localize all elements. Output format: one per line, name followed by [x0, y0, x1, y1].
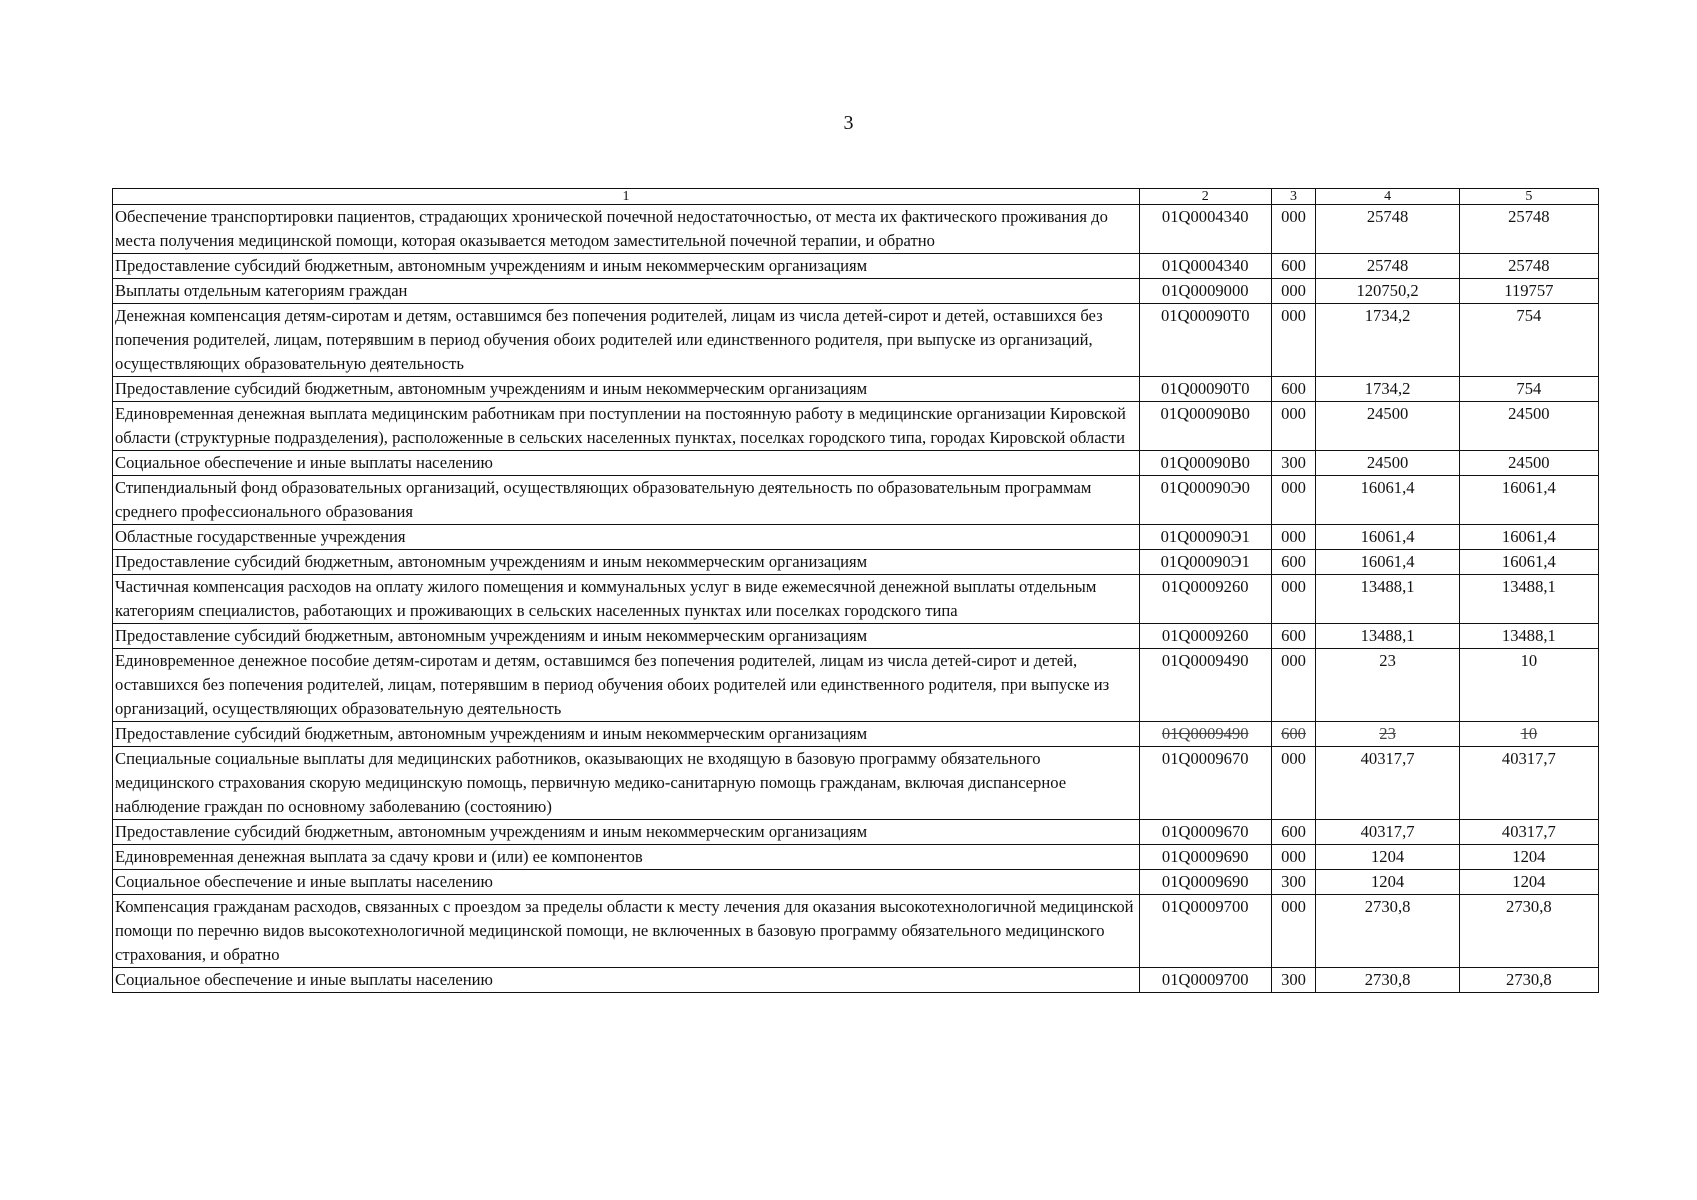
header-col-4: 4	[1316, 189, 1459, 205]
cell-code	[1139, 550, 1271, 575]
cell-name-text: Единовременное денежное пособие детям-сиротам и детям, оставшимся без попечения родителей, лицам из числа детей-сирот и детей, оставшихся без попечения родителей, лицам, потерявшим в период обучения обоих родителей или единственного родителя, при выпуске из организаций, осуществляющих образовательную деятельность	[115, 651, 1110, 718]
cell-type	[1271, 279, 1316, 304]
cell-value-2020	[1316, 304, 1459, 377]
table-row	[113, 304, 1599, 377]
cell-code-text: 01Q0009670	[1161, 822, 1249, 841]
cell-type-text: 600	[1281, 626, 1306, 645]
cell-value-2021	[1459, 845, 1598, 870]
cell-code-text: 01Q00090Э1	[1160, 527, 1250, 546]
table-row	[113, 377, 1599, 402]
cell-value-2020-text: 1734,2	[1364, 379, 1411, 398]
cell-name	[113, 279, 1140, 304]
cell-code-text: 01Q0009490	[1161, 724, 1249, 743]
table-row	[113, 870, 1599, 895]
cell-code	[1139, 525, 1271, 550]
cell-name-text: Единовременная денежная выплата за сдачу крови и (или) ее компонентов	[115, 847, 643, 866]
cell-name	[113, 402, 1140, 451]
cell-code	[1139, 402, 1271, 451]
cell-code	[1139, 845, 1271, 870]
cell-value-2020-text: 2730,8	[1364, 970, 1411, 989]
cell-value-2021-text: 25748	[1508, 207, 1550, 226]
cell-name	[113, 550, 1140, 575]
cell-value-2021-text: 1204	[1512, 847, 1546, 866]
cell-type	[1271, 205, 1316, 254]
cell-code-text: 01Q00090Э0	[1160, 478, 1250, 497]
cell-value-2021	[1459, 451, 1598, 476]
cell-type	[1271, 968, 1316, 993]
table-row	[113, 525, 1599, 550]
cell-value-2021-text: 24500	[1508, 404, 1550, 423]
cell-type-text: 000	[1281, 478, 1306, 497]
cell-code-text: 01Q00090T0	[1161, 306, 1250, 325]
cell-type-text: 000	[1281, 749, 1306, 768]
cell-value-2021	[1459, 968, 1598, 993]
cell-value-2020	[1316, 254, 1459, 279]
cell-name	[113, 870, 1140, 895]
cell-value-2021	[1459, 377, 1598, 402]
cell-name-text: Областные государственные учреждения	[115, 527, 406, 546]
cell-value-2020-text: 25748	[1366, 207, 1409, 226]
table-row	[113, 747, 1599, 820]
cell-value-2021-text: 13488,1	[1501, 626, 1556, 645]
cell-code	[1139, 747, 1271, 820]
cell-type-text: 300	[1281, 970, 1306, 989]
cell-code	[1139, 870, 1271, 895]
cell-type-text: 000	[1281, 207, 1306, 226]
cell-code-text: 01Q0009690	[1161, 847, 1249, 866]
cell-name-text: Социальное обеспечение и иные выплаты населению	[115, 453, 493, 472]
cell-code	[1139, 968, 1271, 993]
table-row	[113, 254, 1599, 279]
page-number: 3	[843, 112, 854, 134]
cell-value-2020-text: 40317,7	[1360, 749, 1415, 768]
cell-code	[1139, 377, 1271, 402]
cell-name	[113, 624, 1140, 649]
cell-value-2021	[1459, 649, 1598, 722]
cell-name-text: Предоставление субсидий бюджетным, автономным учреждениям и иным некоммерческим организациям	[115, 626, 868, 645]
cell-value-2020-text: 23	[1379, 651, 1396, 670]
cell-value-2021-text: 10	[1520, 651, 1538, 670]
table-row	[113, 205, 1599, 254]
cell-value-2021-text: 119757	[1504, 281, 1554, 300]
cell-name	[113, 649, 1140, 722]
cell-name-text: Специальные социальные выплаты для медицинских работников, оказывающих не входящую в базовую программу обязательного медицинского страхования скорую медицинскую помощь, первичную медико-санитарную помощь гражданам, включая диспансерное наблюдение граждан по основному заболеванию (состоянию)	[115, 749, 1067, 816]
cell-name	[113, 525, 1140, 550]
cell-code-text: 01Q0004340	[1161, 207, 1249, 226]
cell-type-text: 600	[1281, 256, 1306, 275]
cell-name-text: Предоставление субсидий бюджетным, автономным учреждениям и иным некоммерческим организациям	[115, 724, 868, 743]
cell-value-2020-text: 40317,7	[1360, 822, 1415, 841]
cell-type-text: 600	[1281, 724, 1306, 743]
cell-name	[113, 476, 1140, 525]
cell-type-text: 000	[1281, 897, 1306, 916]
cell-type	[1271, 820, 1316, 845]
cell-value-2020-text: 1204	[1370, 872, 1405, 891]
cell-value-2021	[1459, 624, 1598, 649]
cell-code-text: 01Q0004340	[1161, 256, 1249, 275]
cell-type-text: 300	[1281, 453, 1306, 472]
cell-value-2021	[1459, 525, 1598, 550]
cell-value-2020	[1316, 279, 1459, 304]
cell-value-2021	[1459, 476, 1598, 525]
cell-type	[1271, 575, 1316, 624]
cell-value-2020	[1316, 205, 1459, 254]
cell-value-2021-text: 2730,8	[1506, 897, 1552, 916]
table-row	[113, 402, 1599, 451]
cell-value-2020	[1316, 649, 1459, 722]
cell-type-text: 600	[1281, 552, 1306, 571]
cell-value-2021-text: 25748	[1508, 256, 1550, 275]
cell-code	[1139, 279, 1271, 304]
cell-value-2020	[1316, 722, 1459, 747]
cell-value-2021	[1459, 254, 1598, 279]
cell-value-2020-text: 2730,8	[1364, 897, 1411, 916]
table-row	[113, 550, 1599, 575]
cell-type-text: 600	[1281, 379, 1306, 398]
cell-type	[1271, 624, 1316, 649]
cell-value-2020-text: 16061,4	[1360, 552, 1415, 571]
cell-code-text: 01Q00090B0	[1160, 404, 1250, 423]
header-col-1: 1	[113, 189, 1140, 205]
cell-type-text: 000	[1281, 306, 1306, 325]
cell-code-text: 01Q0009490	[1161, 651, 1249, 670]
cell-value-2020	[1316, 820, 1459, 845]
cell-value-2021	[1459, 870, 1598, 895]
cell-value-2021	[1459, 722, 1598, 747]
cell-value-2020-text: 13488,1	[1360, 577, 1415, 596]
cell-type	[1271, 254, 1316, 279]
header-col-2: 2	[1139, 189, 1271, 205]
cell-type	[1271, 649, 1316, 722]
cell-value-2021-text: 10	[1520, 724, 1538, 743]
cell-name-text: Предоставление субсидий бюджетным, автономным учреждениям и иным некоммерческим организациям	[115, 256, 868, 275]
cell-value-2021-text: 13488,1	[1501, 577, 1556, 596]
budget-table	[112, 188, 1599, 993]
cell-value-2020	[1316, 451, 1459, 476]
table-row	[113, 451, 1599, 476]
cell-name-text: Предоставление субсидий бюджетным, автономным учреждениям и иным некоммерческим организациям	[115, 822, 868, 841]
cell-value-2020	[1316, 525, 1459, 550]
cell-code-text: 01Q0009690	[1161, 872, 1249, 891]
cell-code-text: 01Q0009260	[1161, 626, 1249, 645]
cell-name-text: Обеспечение транспортировки пациентов, страдающих хронической почечной недостаточностью, от места их фактического проживания до места получения медицинской помощи, которая оказывается методом заместительной почечной терапии, и обратно	[115, 207, 1108, 250]
cell-value-2021	[1459, 205, 1598, 254]
cell-name-text: Социальное обеспечение и иные выплаты населению	[115, 970, 493, 989]
cell-name-text: Выплаты отдельным категориям граждан	[115, 281, 408, 300]
cell-value-2020-text: 24500	[1366, 453, 1409, 472]
cell-value-2021-text: 24500	[1508, 453, 1550, 472]
cell-value-2021-text: 40317,7	[1501, 749, 1556, 768]
cell-type	[1271, 870, 1316, 895]
cell-name-text: Социальное обеспечение и иные выплаты населению	[115, 872, 493, 891]
cell-value-2021	[1459, 895, 1598, 968]
cell-value-2021-text: 16061,4	[1501, 478, 1556, 497]
cell-value-2020	[1316, 870, 1459, 895]
cell-code-text: 01Q00090T0	[1161, 379, 1250, 398]
cell-type	[1271, 377, 1316, 402]
table-row	[113, 968, 1599, 993]
cell-type-text: 300	[1281, 872, 1306, 891]
cell-code-text: 01Q0009700	[1161, 897, 1249, 916]
table-row	[113, 895, 1599, 968]
cell-code	[1139, 254, 1271, 279]
cell-value-2021-text: 16061,4	[1501, 527, 1556, 546]
cell-name-text: Стипендиальный фонд образовательных организаций, осуществляющих образовательную деятельность по образовательным программам среднего профессионального образования	[115, 478, 1092, 521]
cell-value-2020-text: 1204	[1370, 847, 1405, 866]
cell-value-2020-text: 120750,2	[1356, 281, 1419, 300]
table-row	[113, 575, 1599, 624]
cell-code-text: 01Q00090B0	[1160, 453, 1250, 472]
cell-value-2021	[1459, 575, 1598, 624]
table-row	[113, 279, 1599, 304]
cell-type	[1271, 304, 1316, 377]
cell-code	[1139, 722, 1271, 747]
cell-value-2020	[1316, 377, 1459, 402]
cell-code	[1139, 451, 1271, 476]
cell-value-2021	[1459, 550, 1598, 575]
table-row	[113, 722, 1599, 747]
cell-value-2020	[1316, 895, 1459, 968]
table-row	[113, 624, 1599, 649]
cell-type-text: 000	[1281, 404, 1306, 423]
cell-value-2020	[1316, 845, 1459, 870]
cell-name	[113, 820, 1140, 845]
cell-code	[1139, 895, 1271, 968]
cell-type-text: 000	[1281, 577, 1306, 596]
cell-value-2020-text: 1734,2	[1364, 306, 1411, 325]
cell-type-text: 000	[1281, 527, 1306, 546]
cell-value-2020	[1316, 575, 1459, 624]
cell-value-2021	[1459, 820, 1598, 845]
cell-name	[113, 747, 1140, 820]
cell-value-2020	[1316, 476, 1459, 525]
cell-name	[113, 968, 1140, 993]
header-col-5: 5	[1459, 189, 1598, 205]
cell-type	[1271, 525, 1316, 550]
table-header-row	[113, 189, 1599, 205]
cell-type	[1271, 476, 1316, 525]
header-col-3: 3	[1271, 189, 1316, 205]
cell-value-2021-text: 40317,7	[1501, 822, 1556, 841]
cell-name-text: Единовременная денежная выплата медицинским работникам при поступлении на постоянную работу в медицинские организации Кировской области (структурные подразделения), расположенные в сельских населенных пунктах, поселках городского типа, городах Кировской области	[115, 404, 1126, 447]
cell-name-text: Компенсация гражданам расходов, связанных с проездом за пределы области к месту лечения для оказания высокотехнологичной медицинской помощи по перечню видов высокотехнологичной медицинской помощи, не включенных в базовую программу обязательного медицинского страхования, и обратно	[115, 897, 1134, 964]
cell-value-2021	[1459, 747, 1598, 820]
cell-code-text: 01Q0009700	[1161, 970, 1249, 989]
cell-code	[1139, 205, 1271, 254]
cell-code	[1139, 820, 1271, 845]
cell-name	[113, 895, 1140, 968]
cell-type	[1271, 451, 1316, 476]
cell-code	[1139, 575, 1271, 624]
cell-code-text: 01Q0009670	[1161, 749, 1249, 768]
cell-type	[1271, 895, 1316, 968]
cell-name	[113, 377, 1140, 402]
cell-value-2021-text: 16061,4	[1501, 552, 1556, 571]
cell-value-2020	[1316, 550, 1459, 575]
cell-value-2021	[1459, 304, 1598, 377]
cell-name	[113, 575, 1140, 624]
cell-name	[113, 254, 1140, 279]
cell-code	[1139, 624, 1271, 649]
cell-value-2020	[1316, 624, 1459, 649]
cell-code	[1139, 304, 1271, 377]
cell-value-2021-text: 754	[1516, 306, 1542, 325]
cell-code-text: 01Q0009260	[1161, 577, 1249, 596]
cell-value-2020-text: 16061,4	[1360, 478, 1415, 497]
cell-type-text: 000	[1281, 651, 1306, 670]
cell-type-text: 000	[1281, 281, 1306, 300]
cell-code-text: 01Q0009000	[1161, 281, 1249, 300]
table-row	[113, 820, 1599, 845]
cell-code	[1139, 476, 1271, 525]
table-row	[113, 476, 1599, 525]
cell-type-text: 600	[1281, 822, 1306, 841]
cell-value-2020-text: 23	[1379, 724, 1396, 743]
cell-name-text: Предоставление субсидий бюджетным, автономным учреждениям и иным некоммерческим организациям	[115, 552, 868, 571]
table-row	[113, 845, 1599, 870]
cell-name	[113, 304, 1140, 377]
cell-type	[1271, 747, 1316, 820]
cell-type	[1271, 845, 1316, 870]
cell-value-2020	[1316, 747, 1459, 820]
cell-value-2021	[1459, 279, 1598, 304]
cell-value-2021-text: 754	[1516, 379, 1542, 398]
cell-name-text: Денежная компенсация детям-сиротам и детям, оставшимся без попечения родителей, лицам из числа детей-сирот и детей, оставшихся без попечения родителей, лицам, потерявшим в период обучения обоих родителей или единственного родителя, при выпуске из организаций, осуществляющих образовательную деятельность	[115, 306, 1103, 373]
cell-name	[113, 451, 1140, 476]
cell-type	[1271, 722, 1316, 747]
cell-value-2020-text: 13488,1	[1360, 626, 1415, 645]
cell-type	[1271, 402, 1316, 451]
cell-value-2020	[1316, 402, 1459, 451]
cell-value-2020-text: 25748	[1366, 256, 1409, 275]
cell-type-text: 000	[1281, 847, 1306, 866]
table-row	[113, 649, 1599, 722]
cell-name	[113, 205, 1140, 254]
cell-name	[113, 845, 1140, 870]
cell-name-text: Частичная компенсация расходов на оплату жилого помещения и коммунальных услуг в виде ежемесячной денежной выплаты отдельным категориям специалистов, работающих и проживающих в сельских населенных пунктах или поселках городского типа	[115, 577, 1097, 620]
cell-name	[113, 722, 1140, 747]
cell-code	[1139, 649, 1271, 722]
cell-type	[1271, 550, 1316, 575]
cell-code-text: 01Q00090Э1	[1160, 552, 1250, 571]
cell-value-2021-text: 2730,8	[1506, 970, 1552, 989]
cell-value-2020-text: 24500	[1366, 404, 1409, 423]
cell-value-2020	[1316, 968, 1459, 993]
cell-value-2020-text: 16061,4	[1360, 527, 1415, 546]
cell-value-2021	[1459, 402, 1598, 451]
cell-value-2021-text: 1204	[1512, 872, 1546, 891]
cell-name-text: Предоставление субсидий бюджетным, автономным учреждениям и иным некоммерческим организациям	[115, 379, 868, 398]
